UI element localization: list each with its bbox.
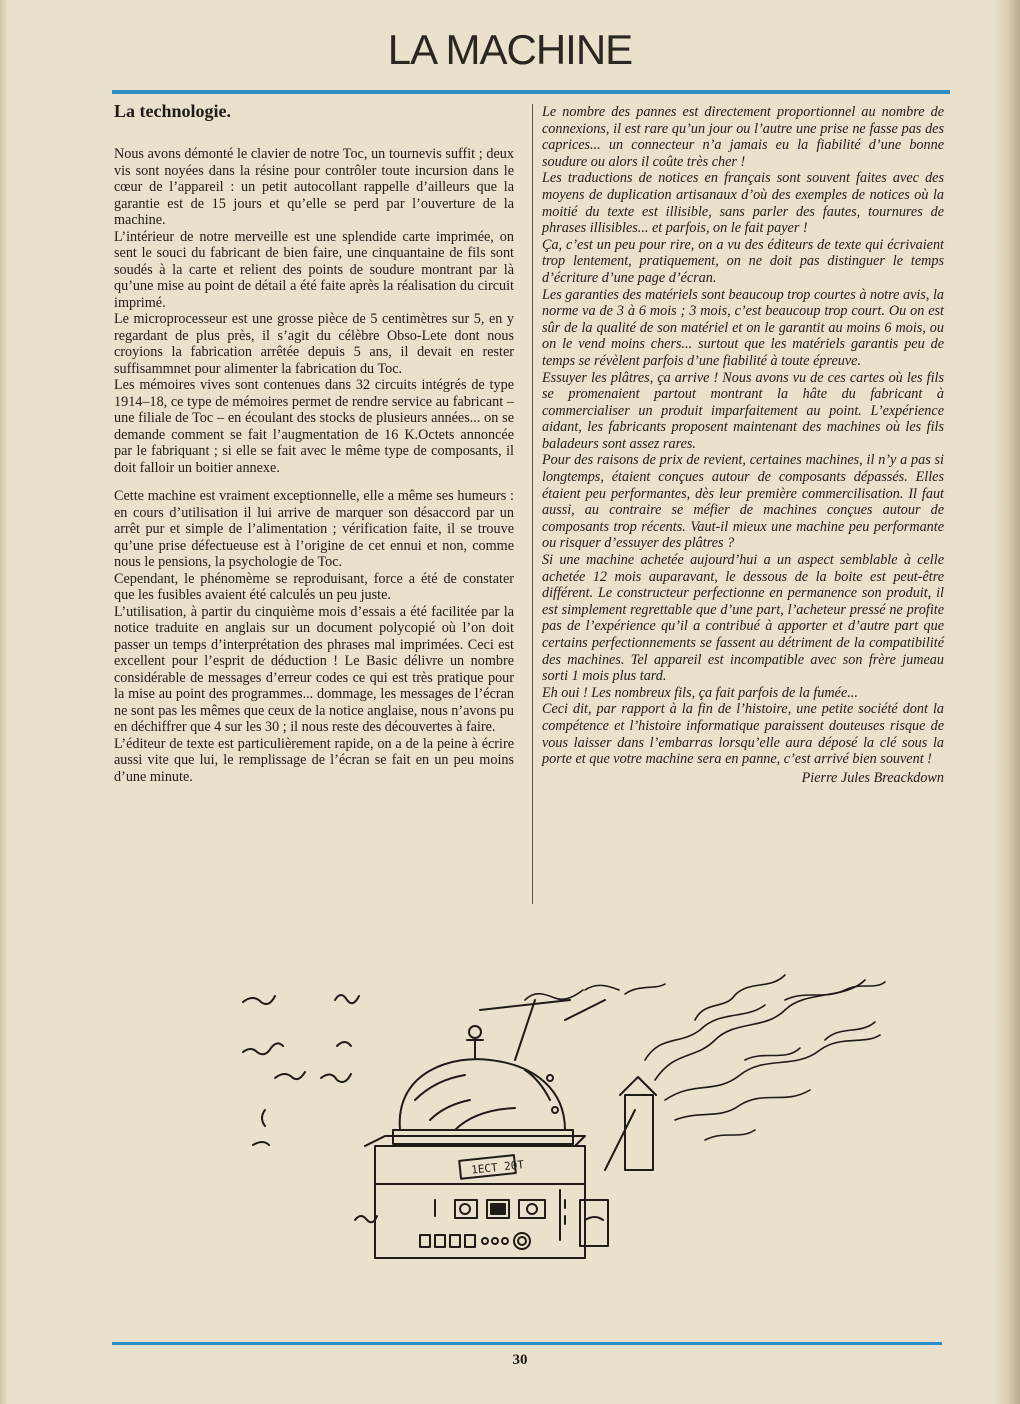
top-rule	[112, 90, 950, 94]
paragraph: Essuyer les plâtres, ça arrive ! Nous avons vu de ces cartes où les fils se promenaient partout montrant la hâte du fabricant à commercialiser un produit imparfaitement au point. L’expérience aidant, les fabricants proposent maintenant des machines où les fils baladeurs sont assez rares.	[542, 369, 944, 452]
page-edge-left	[0, 0, 8, 1404]
right-column	[542, 104, 944, 786]
paragraph: Nous avons démonté le clavier de notre Toc, un tournevis suffit ; deux vis sont noyées dans la résine pour contrôler toute incursion dans le cœur de l’appareil : un petit autocollant rappelle d’ailleurs que la garantie est de 15 jours et qu’elle se perd par l’ouverture de la machine.	[114, 146, 514, 228]
smoking-computer-cartoon	[225, 960, 1015, 1270]
author-signature: Pierre Jules Breackdown	[801, 769, 944, 786]
paragraph: Cette machine est vraiment exceptionnelle, elle a même ses humeurs : en cours d’utilisation il lui arrive de marquer son désaccord par un arrêt pur et simple de l’alimentation ; vérification faite, il se trouve qu’une prise défectueuse est à l’origine de cet ennui et non, comme nous le pensions, la psychologie de Toc.	[114, 488, 514, 570]
bottom-rule	[112, 1342, 942, 1345]
paragraph: L’éditeur de texte est particulièrement rapide, on a de la peine à écrire aussi vite que lui, le remplissage de l’écran se fait en un peu moins d’une minute.	[114, 735, 514, 785]
page-number: 30	[512, 1352, 528, 1368]
antenna	[480, 1000, 605, 1113]
device-label: 1ECT 20T	[470, 1158, 525, 1177]
column-divider	[532, 104, 533, 904]
paragraph: L’utilisation, à partir du cinquième mois d’essais a été facilitée par la notice traduite en anglais sur un document polycopié où l’on doit passer un temps d’interprétation des phrases mal imprimées. Ceci est excellent pour l’esprit de déduction ! Le Basic délivre un nombre considérable de messages d’erreur codes ce qui est très pratique pour la mise au point des programmes... dommage, les messages de l’écran ne sont pas les mêmes que ceux de la notice anglaise, nous n’avons pu en déchiffrer que 4 sur les 30 ; il nous reste des découvertes à faire.	[114, 603, 514, 735]
paragraph: Ça, c’est un peu pour rire, on a vu des éditeurs de texte qui écrivaient trop lentement, pratiquement, on ne doit pas distinguer le temps d’écriture d’une page d’écran.	[542, 236, 944, 286]
paragraph: Les garanties des matériels sont beaucoup trop courtes à notre avis, la norme va de 3 à 6 mois ; 3 mois, c’est beaucoup trop court. Ou on est sûr de la qualité de son matériel et on le garantit au moins 6 mois, ou on le vend moins chers... surtout que les matériels garantis peu de temps se révèlent parfois d’une fiabilité à toute épreuve.	[542, 286, 944, 369]
left-column	[114, 100, 514, 785]
paragraph: Ceci dit, par rapport à la fin de l’histoire, une petite société dont la compétence et l’histoire informatique paraissent douteuses risque de vous laisser dans l’embarras lorsqu’elle aura déposé la clé sous la porte et que votre machine sera en panne, c’est arrivé bien souvent !	[542, 701, 944, 768]
paragraph: Les traductions de notices en français sont souvent faites avec des moyens de duplication artisanaux d’où des exemples de notices où la moitié du texte est illisible, sans parler des fautes, tournures de phrases illisibles... et parfois, on le fait payer !	[542, 170, 944, 237]
paragraph: Le nombre des pannes est directement proportionnel au nombre de connexions, il est rare qu’un jour ou l’autre une prise ne fasse pas des caprices... un connecteur n’a jamais eu la fiabilité d’une bonne soudure ou alors il coûte très cher !	[542, 104, 944, 170]
paragraph: Pour des raisons de prix de revient, certaines machines, il n’y a pas si longtemps, étaient conçues autour de composants dépassés. Elles étaient peu performantes, dès leur première commercilisation. Il faut aussi, au contraire se méfier de machines conçues autour de composants trop récents. Vaut-il mieux une machine peu performante ou risquer d’essuyer des plâtres ?	[542, 452, 944, 552]
paragraph: Eh oui ! Les nombreux fils, ça fait parfois de la fumée...	[542, 684, 858, 701]
wind-squiggles	[243, 995, 359, 1145]
paragraph: Si une machine achetée aujourd’hui a un aspect semblable à celle achetée 12 mois auparavant, le dessous de la boite est peut-être différent. Le constructeur perfectionne en permanence son produit, il est simplement regrettable que d’une part, l’acheteur pressé ne profite pas de l’expérience qu’il a contribué à apporter et d’autre part que certains perfectionnements se fassent au détriment de la compatibilité des machines. Tel appareil est incompatible avec son frère jumeau sorti 1 mois plus tard.	[542, 552, 944, 685]
side-unit	[580, 1077, 656, 1246]
paragraph: Le microprocesseur est une grosse pièce de 5 centimètres sur 5, en y regardant de plus près, il s’agit du célèbre Obso-Lete dont nous croyions la fabrication arrêtée depuis 5 ans, il devait en rester suffisammnet pour alimenter la fabrication du Toc.	[114, 311, 514, 377]
smoke-cloud	[525, 975, 885, 1140]
paragraph: Cependant, le phénomème se reproduisant, force a été de constater que les fusibles avaient été calculés un peu juste.	[114, 570, 514, 603]
computer-cabinet	[355, 1136, 585, 1258]
paragraph: L’intérieur de notre merveille est une splendide carte imprimée, on sent le souci du fabricant de bien faire, une cinquantaine de fils sont soudés à la carte et relient des points de soudure montrant par là qu’une mise au point de détail a été faite après la réalisation du circuit imprimé.	[114, 228, 514, 311]
dome-cover	[393, 1026, 573, 1144]
section-heading: La technologie.	[114, 101, 231, 121]
page-title: LA MACHINE	[387, 26, 633, 73]
paragraph: Les mémoires vives sont contenues dans 32 circuits intégrés de type 1914–18, ce type de mémoires permet de rendre service au fabricant – une filiale de Toc – en écoulant des stocks de plusieurs années... on se demande comment se fait l’augmentation de 16 K.Octets annoncée par le fabriquant ; si elle se fait avec le même type de composants, il doit falloir un boitier annexe.	[114, 377, 514, 476]
